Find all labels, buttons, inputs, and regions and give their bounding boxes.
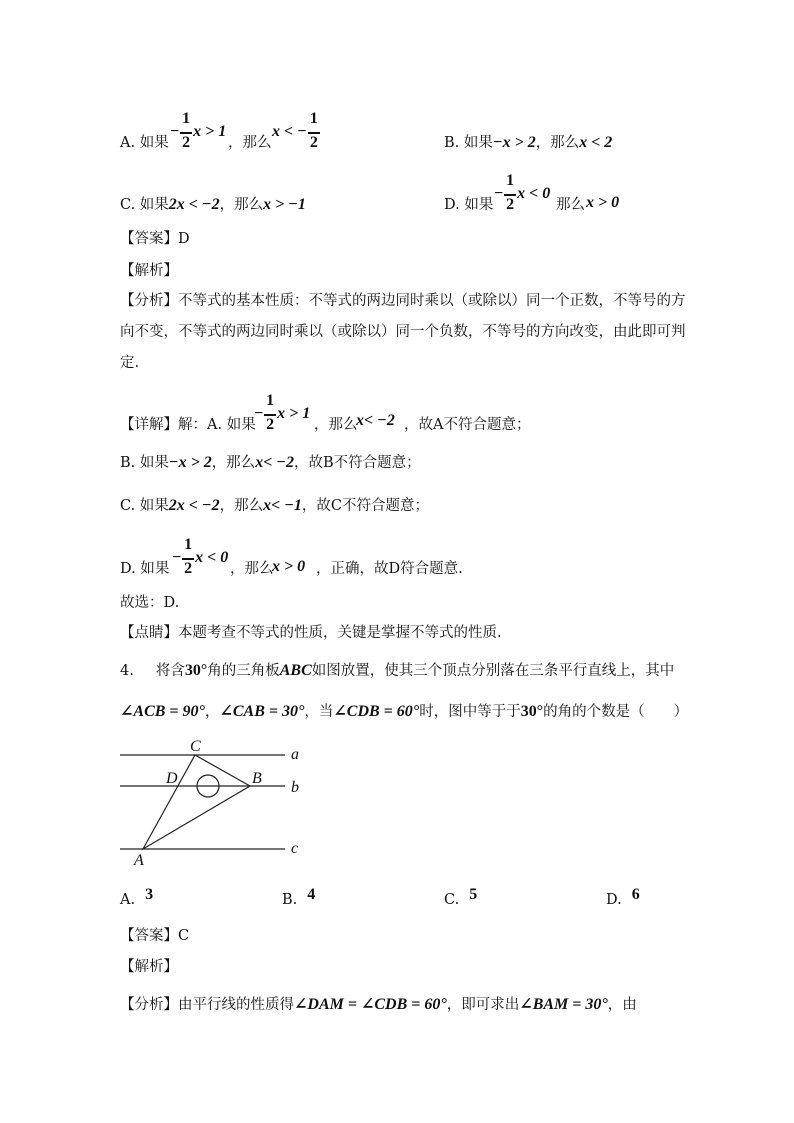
vertex-label-b: B	[252, 770, 262, 787]
detail-c-prefix: C. 如果	[120, 498, 169, 514]
q4-answer: 【答案】C	[120, 928, 190, 944]
q3-analysis-line: 【分析】不等式的基本性质：不等式的两边同时乘以（或除以）同一个正数，不等号的方	[120, 293, 686, 309]
q4-option-label: A.	[120, 892, 136, 908]
option-d-condition: − $\frac{1}{2}$ x < 0	[494, 172, 551, 213]
vertex-label-d: D	[166, 770, 178, 787]
q4-angle-cab: ∠CAB = 30°	[219, 703, 305, 720]
detail-c-tail: ，故C不符合题意；	[301, 498, 430, 514]
q3-analysis-line: 定.	[120, 355, 140, 371]
q4-option-label: D.	[606, 892, 622, 908]
q3-comment: 【点睛】本题考查不等式的性质，关键是掌握不等式的性质.	[120, 625, 502, 641]
q4-option-label: C.	[444, 892, 460, 908]
detail-a-tail: ，故A不符合题意；	[404, 417, 531, 433]
detail-c-then: ，那么	[219, 498, 264, 514]
q4-stem-text: 如图放置，使其三个顶点分别落在三条平行直线上，其中	[311, 663, 675, 679]
line-label-b: b	[291, 779, 299, 796]
detail-d-row	[120, 536, 540, 586]
q4-option-value: 3	[145, 886, 154, 903]
q3-choose: 故选：D.	[120, 595, 180, 611]
detail-a-then: ，那么	[314, 417, 358, 433]
q4-option-value: 5	[469, 886, 478, 903]
vertex-label-a: A	[134, 852, 144, 869]
q4-analysis-text: ，由	[607, 997, 637, 1013]
q4-stem-line2	[120, 703, 688, 721]
option-b-then: ，那么	[535, 135, 580, 151]
detail-c-result: x< −1	[263, 497, 302, 514]
q4-angle-cdb: ∠CDB = 60°	[333, 703, 420, 720]
detail-b-prefix: B. 如果	[120, 455, 169, 471]
q4-angle-acb: ∠ACB = 90°	[120, 703, 205, 720]
q4-angle-30: 30°	[520, 703, 544, 720]
detail-d-prefix: D. 如果	[120, 561, 170, 577]
triangle-abc	[143, 755, 250, 849]
q4-stem-text: 时，图中等于于	[419, 704, 521, 720]
detail-d-result: x > 0	[272, 558, 306, 575]
detail-b-row	[120, 454, 421, 472]
q4-stem-text: 的角的个数是（ ）	[543, 704, 689, 720]
detail-a-row	[120, 392, 640, 442]
detail-c-row	[120, 497, 429, 515]
detail-a-condition: − $\frac{1}{2}$ x > 1	[254, 392, 311, 433]
q4-option-label: B.	[282, 892, 298, 908]
option-c-condition: 2x < −2	[168, 196, 220, 213]
q4-stem-text: ，	[204, 704, 220, 720]
option-b-row	[444, 134, 612, 152]
q4-analysis-heading: 【解析】	[120, 959, 178, 975]
q4-option-d	[606, 886, 640, 909]
option-d-result: x > 0	[586, 194, 620, 211]
q4-analysis-text: ，即可求出	[446, 997, 520, 1013]
option-d-then: 那么	[556, 197, 585, 213]
detail-c-condition: 2x < −2	[168, 497, 220, 514]
q4-option-a	[120, 886, 154, 909]
option-a-condition: − $\frac{1}{2}$ x > 1	[170, 110, 226, 154]
q4-stem-line1	[120, 662, 674, 680]
option-a-label: A. 如果	[120, 135, 169, 151]
option-b-result: x < 2	[579, 134, 613, 151]
option-c-result: x > −1	[263, 196, 306, 213]
detail-a-result: x< −2	[356, 412, 395, 429]
option-c-label: C. 如果	[120, 197, 169, 213]
q4-option-value: 6	[631, 886, 640, 903]
q4-number: 4.	[120, 663, 134, 679]
fraction-one-half: $\frac{1}{2}$	[182, 110, 191, 151]
q4-option-value: 4	[307, 886, 316, 903]
option-b-label: B. 如果	[444, 135, 493, 151]
line-label-a: a	[291, 746, 299, 763]
option-b-condition: −x > 2	[492, 134, 536, 151]
q3-analysis-line: 向不变，不等式的两边同时乘以（或除以）同一个负数，不等号的方向改变，由此即可判	[120, 324, 686, 340]
q4-option-b	[282, 886, 316, 909]
detail-b-condition: −x > 2	[168, 454, 212, 471]
detail-d-condition: − $\frac{1}{2}$ x < 0	[172, 536, 229, 577]
q4-stem-text: 角的三角板	[207, 663, 280, 679]
q4-analysis-eq: ∠BAM = 30°	[519, 996, 608, 1013]
detail-d-tail: ，正确，故D符合题意.	[316, 561, 463, 577]
q4-stem-text: ，当	[304, 704, 334, 720]
option-d-label: D. 如果	[444, 197, 494, 213]
q3-analysis-heading: 【解析】	[120, 263, 178, 279]
vertex-label-c: C	[190, 738, 201, 755]
q4-analysis-eq: ∠DAM = ∠CDB = 60°	[294, 996, 447, 1013]
line-label-c: c	[291, 840, 299, 857]
option-c-then: ，那么	[219, 197, 264, 213]
detail-b-tail: ，故B不符合题意；	[294, 455, 421, 471]
q4-triangle-abc: ABC	[279, 662, 312, 679]
detail-b-result: x< −2	[255, 454, 294, 471]
detail-d-then: ，那么	[230, 561, 274, 577]
q4-option-c	[444, 886, 478, 909]
option-a-result: x < − $\frac{1}{2}$	[272, 110, 318, 151]
q4-analysis-line	[120, 996, 637, 1014]
q4-stem-text: 将含	[155, 663, 185, 679]
q4-analysis-text: 【分析】由平行线的性质得	[120, 997, 294, 1013]
detail-a-prefix: 【详解】解：A. 如果	[120, 417, 256, 433]
q4-angle-30: 30°	[184, 662, 208, 679]
option-c-row	[120, 196, 306, 214]
option-a-then: ，那么	[228, 135, 272, 151]
q4-figure	[115, 735, 315, 870]
q3-answer: 【答案】D	[120, 231, 190, 247]
detail-b-then: ，那么	[211, 455, 256, 471]
